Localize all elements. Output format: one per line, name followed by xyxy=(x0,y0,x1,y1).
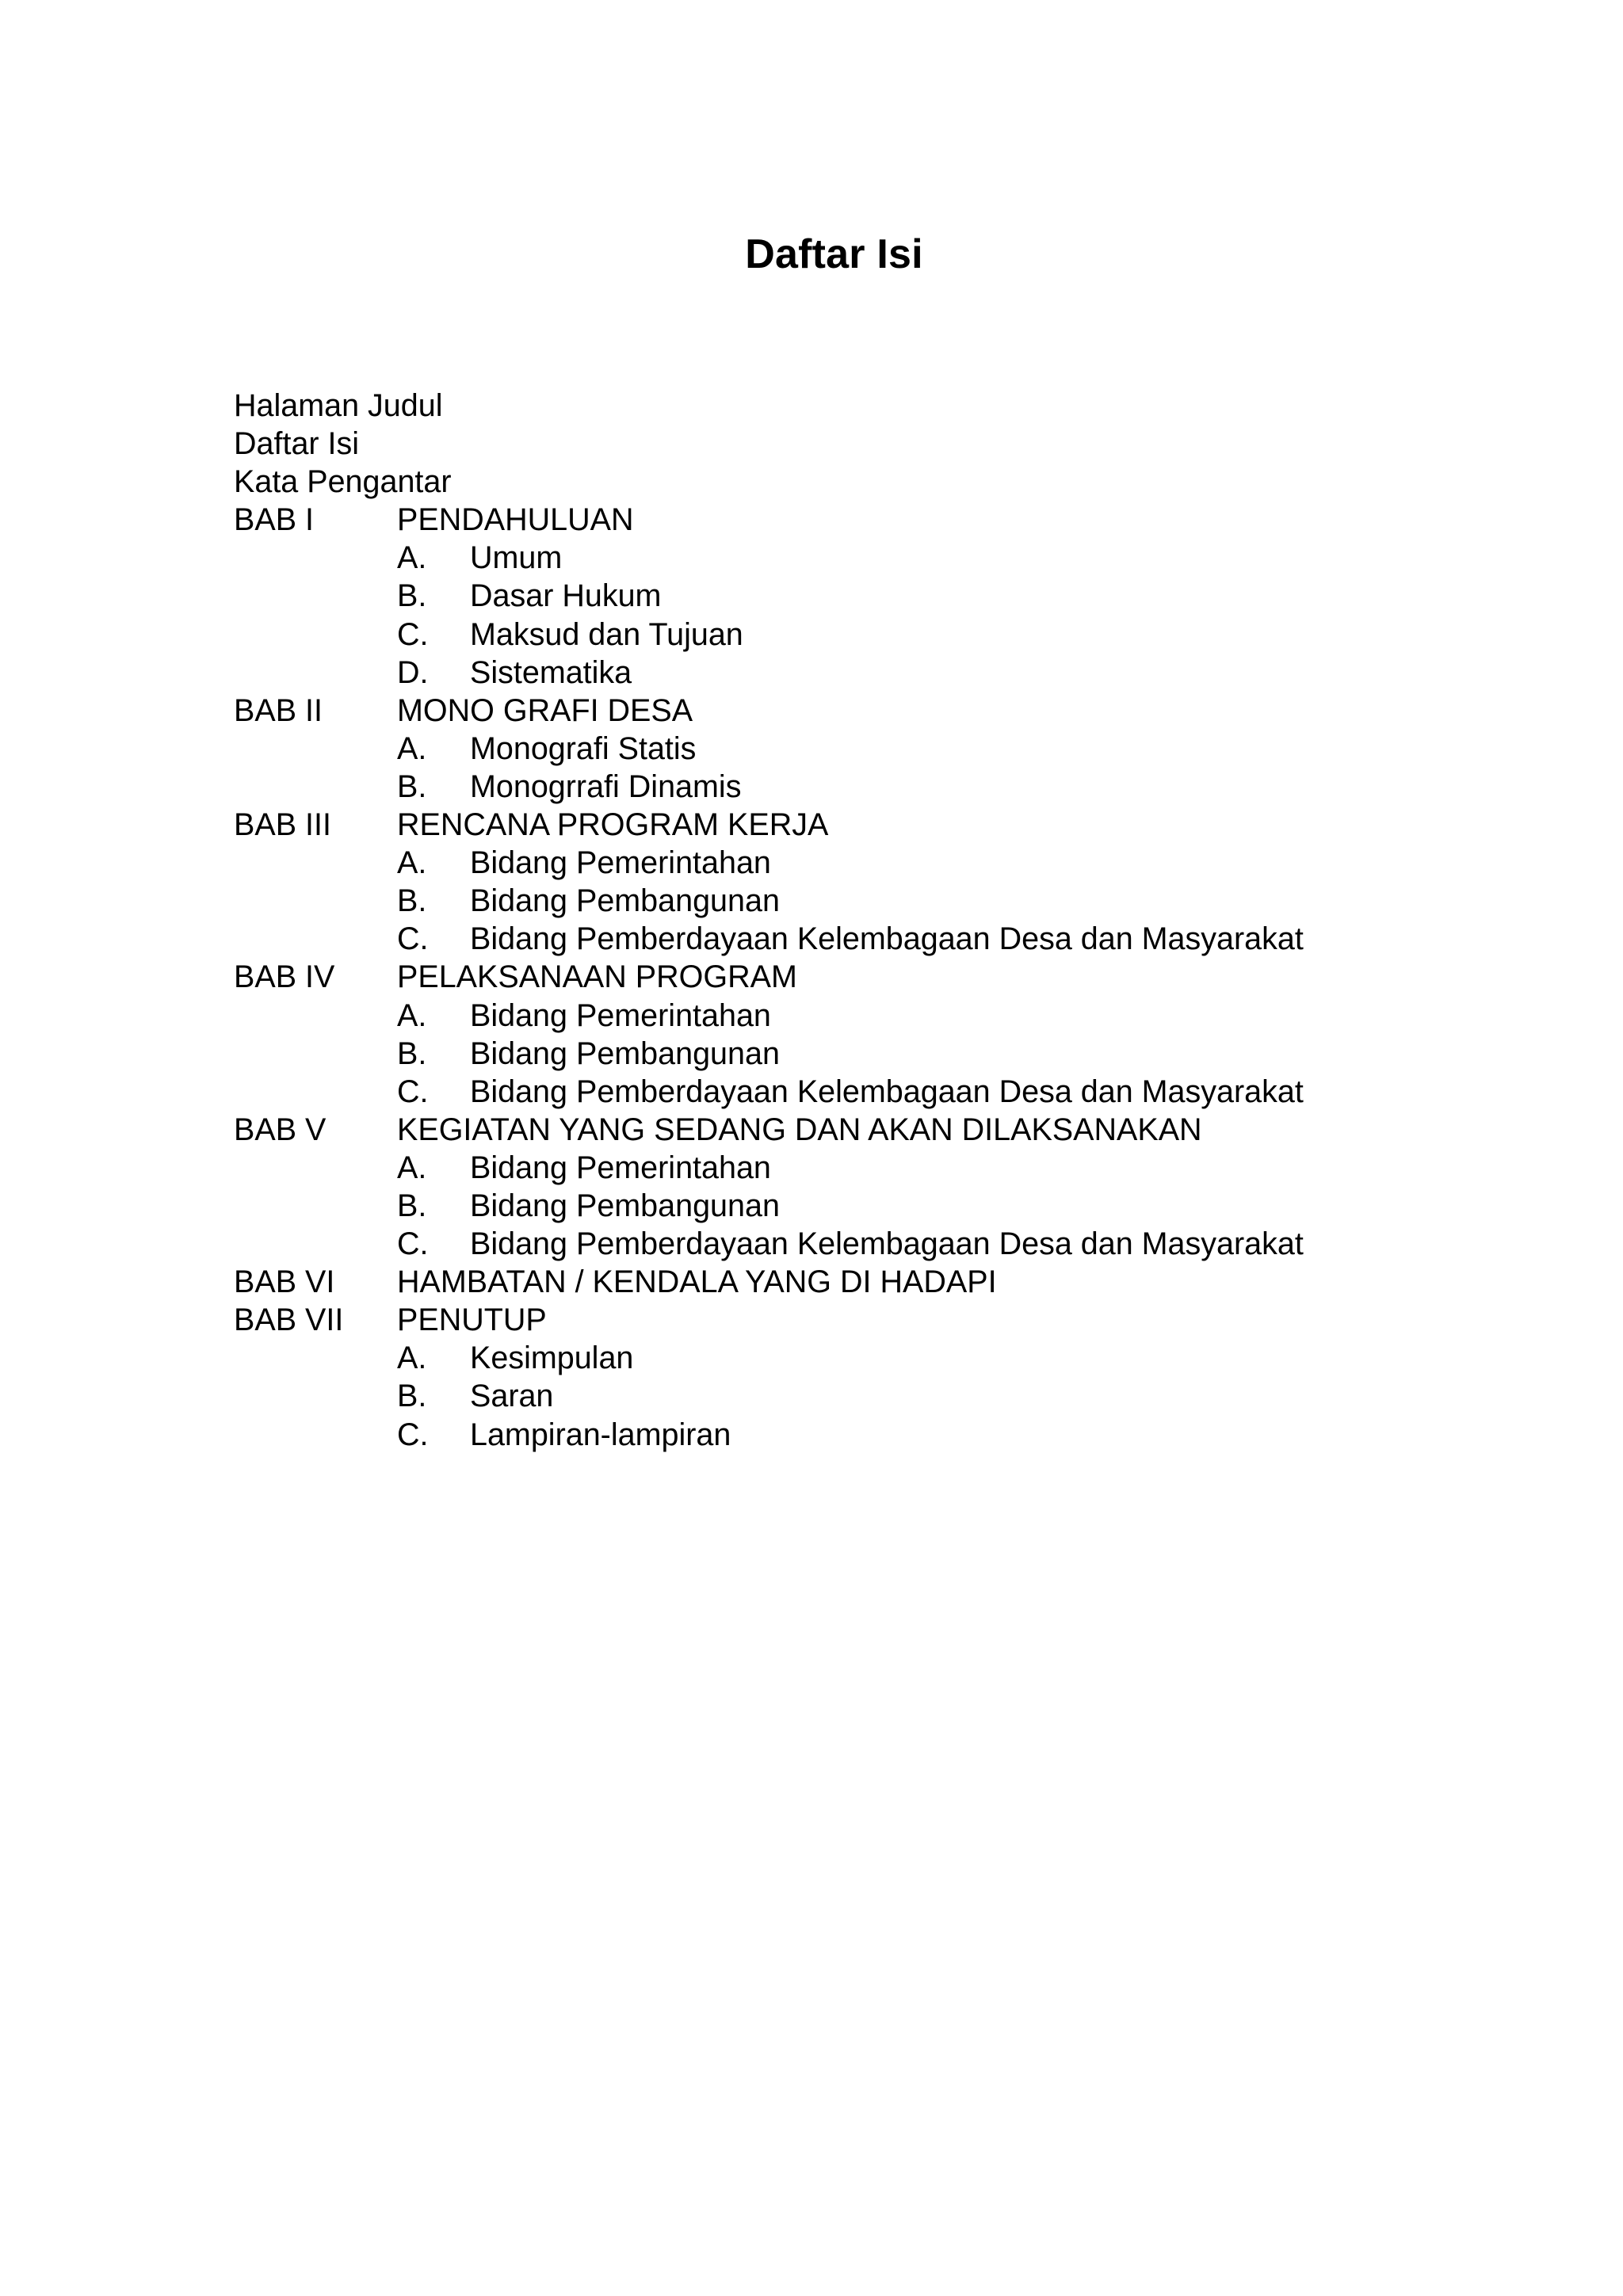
section-letter: B. xyxy=(397,1379,427,1414)
section-title: Sistematika xyxy=(470,654,632,690)
chapter-number: BAB III xyxy=(234,807,331,843)
chapter-number: BAB II xyxy=(234,692,323,728)
chapter-number: BAB VI xyxy=(234,1264,335,1300)
toc-chapter-row xyxy=(234,806,1597,844)
chapter-title: PELAKSANAAN PROGRAM xyxy=(397,959,797,995)
toc-section-row xyxy=(234,1035,1597,1073)
toc-section-row xyxy=(234,1339,1597,1377)
section-letter: B. xyxy=(397,1035,427,1071)
chapter-number: BAB IV xyxy=(234,959,335,995)
section-title: Monografi Statis xyxy=(470,730,697,766)
toc-chapter-row xyxy=(234,1111,1597,1149)
section-title: Bidang Pemerintahan xyxy=(470,1150,771,1185)
section-letter: B. xyxy=(397,883,427,919)
section-letter: D. xyxy=(397,654,429,690)
chapter-number: BAB V xyxy=(234,1112,327,1147)
toc-section-row xyxy=(234,616,1597,654)
section-title: Bidang Pembangunan xyxy=(470,1188,780,1223)
toc-front-matter-item xyxy=(234,463,1597,501)
toc-section-row xyxy=(234,844,1597,882)
section-letter: C. xyxy=(397,1226,429,1262)
toc-section-row xyxy=(234,1225,1597,1263)
section-letter: C. xyxy=(397,1074,429,1109)
toc-section-row xyxy=(234,1416,1597,1454)
chapter-title: KEGIATAN YANG SEDANG DAN AKAN DILAKSANAKAN xyxy=(397,1112,1202,1147)
section-letter: B. xyxy=(397,769,427,804)
toc-front-matter-item xyxy=(234,387,1597,425)
section-title: Bidang Pemerintahan xyxy=(470,997,771,1033)
chapter-title: RENCANA PROGRAM KERJA xyxy=(397,807,829,843)
section-title: Bidang Pembangunan xyxy=(470,1035,780,1071)
chapter-number: BAB VII xyxy=(234,1302,344,1338)
section-title: Bidang Pembangunan xyxy=(470,883,780,919)
toc-section-row xyxy=(234,1187,1597,1225)
front-matter-label: Halaman Judul xyxy=(234,388,443,423)
section-letter: A. xyxy=(397,997,427,1033)
section-letter: A. xyxy=(397,1341,427,1376)
toc-section-row xyxy=(234,654,1597,692)
toc-section-row xyxy=(234,882,1597,920)
table-of-contents xyxy=(234,387,1597,1454)
section-letter: A. xyxy=(397,540,427,576)
toc-chapter-row xyxy=(234,958,1597,996)
section-letter: C. xyxy=(397,921,429,957)
section-letter: A. xyxy=(397,730,427,766)
toc-chapter-row xyxy=(234,1263,1597,1301)
toc-front-matter-item xyxy=(234,425,1597,463)
toc-section-row xyxy=(234,577,1597,615)
section-letter: B. xyxy=(397,1188,427,1223)
section-title: Bidang Pemberdayaan Kelembagaan Desa dan Masyarakat xyxy=(470,921,1304,957)
section-title: Maksud dan Tujuan xyxy=(470,616,743,652)
front-matter-label: Kata Pengantar xyxy=(234,464,452,500)
section-title: Saran xyxy=(470,1379,554,1414)
toc-section-row xyxy=(234,920,1597,958)
section-letter: C. xyxy=(397,616,429,652)
section-title: Bidang Pemberdayaan Kelembagaan Desa dan Masyarakat xyxy=(470,1226,1304,1262)
toc-section-row xyxy=(234,730,1597,768)
front-matter-label: Daftar Isi xyxy=(234,426,360,462)
toc-section-row xyxy=(234,1149,1597,1187)
section-letter: B. xyxy=(397,578,427,614)
toc-section-row xyxy=(234,768,1597,806)
chapter-title: HAMBATAN / KENDALA YANG DI HADAPI xyxy=(397,1264,997,1300)
section-title: Lampiran-lampiran xyxy=(470,1417,731,1452)
section-title: Umum xyxy=(470,540,563,576)
section-title: Bidang Pemerintahan xyxy=(470,845,771,881)
section-title: Kesimpulan xyxy=(470,1341,634,1376)
section-letter: A. xyxy=(397,845,427,881)
toc-section-row xyxy=(234,1073,1597,1111)
toc-section-row xyxy=(234,539,1597,577)
chapter-title: PENDAHULUAN xyxy=(397,502,634,538)
page-title: Daftar Isi xyxy=(745,231,923,277)
toc-chapter-row xyxy=(234,692,1597,730)
section-letter: A. xyxy=(397,1150,427,1185)
toc-chapter-row xyxy=(234,1301,1597,1339)
section-title: Dasar Hukum xyxy=(470,578,662,614)
section-letter: C. xyxy=(397,1417,429,1452)
toc-chapter-row xyxy=(234,501,1597,539)
section-title: Bidang Pemberdayaan Kelembagaan Desa dan Masyarakat xyxy=(470,1074,1304,1109)
chapter-number: BAB I xyxy=(234,502,314,538)
chapter-title: PENUTUP xyxy=(397,1302,547,1338)
toc-section-row xyxy=(234,1377,1597,1415)
chapter-title: MONO GRAFI DESA xyxy=(397,692,693,728)
toc-section-row xyxy=(234,997,1597,1035)
section-title: Monogrrafi Dinamis xyxy=(470,769,742,804)
